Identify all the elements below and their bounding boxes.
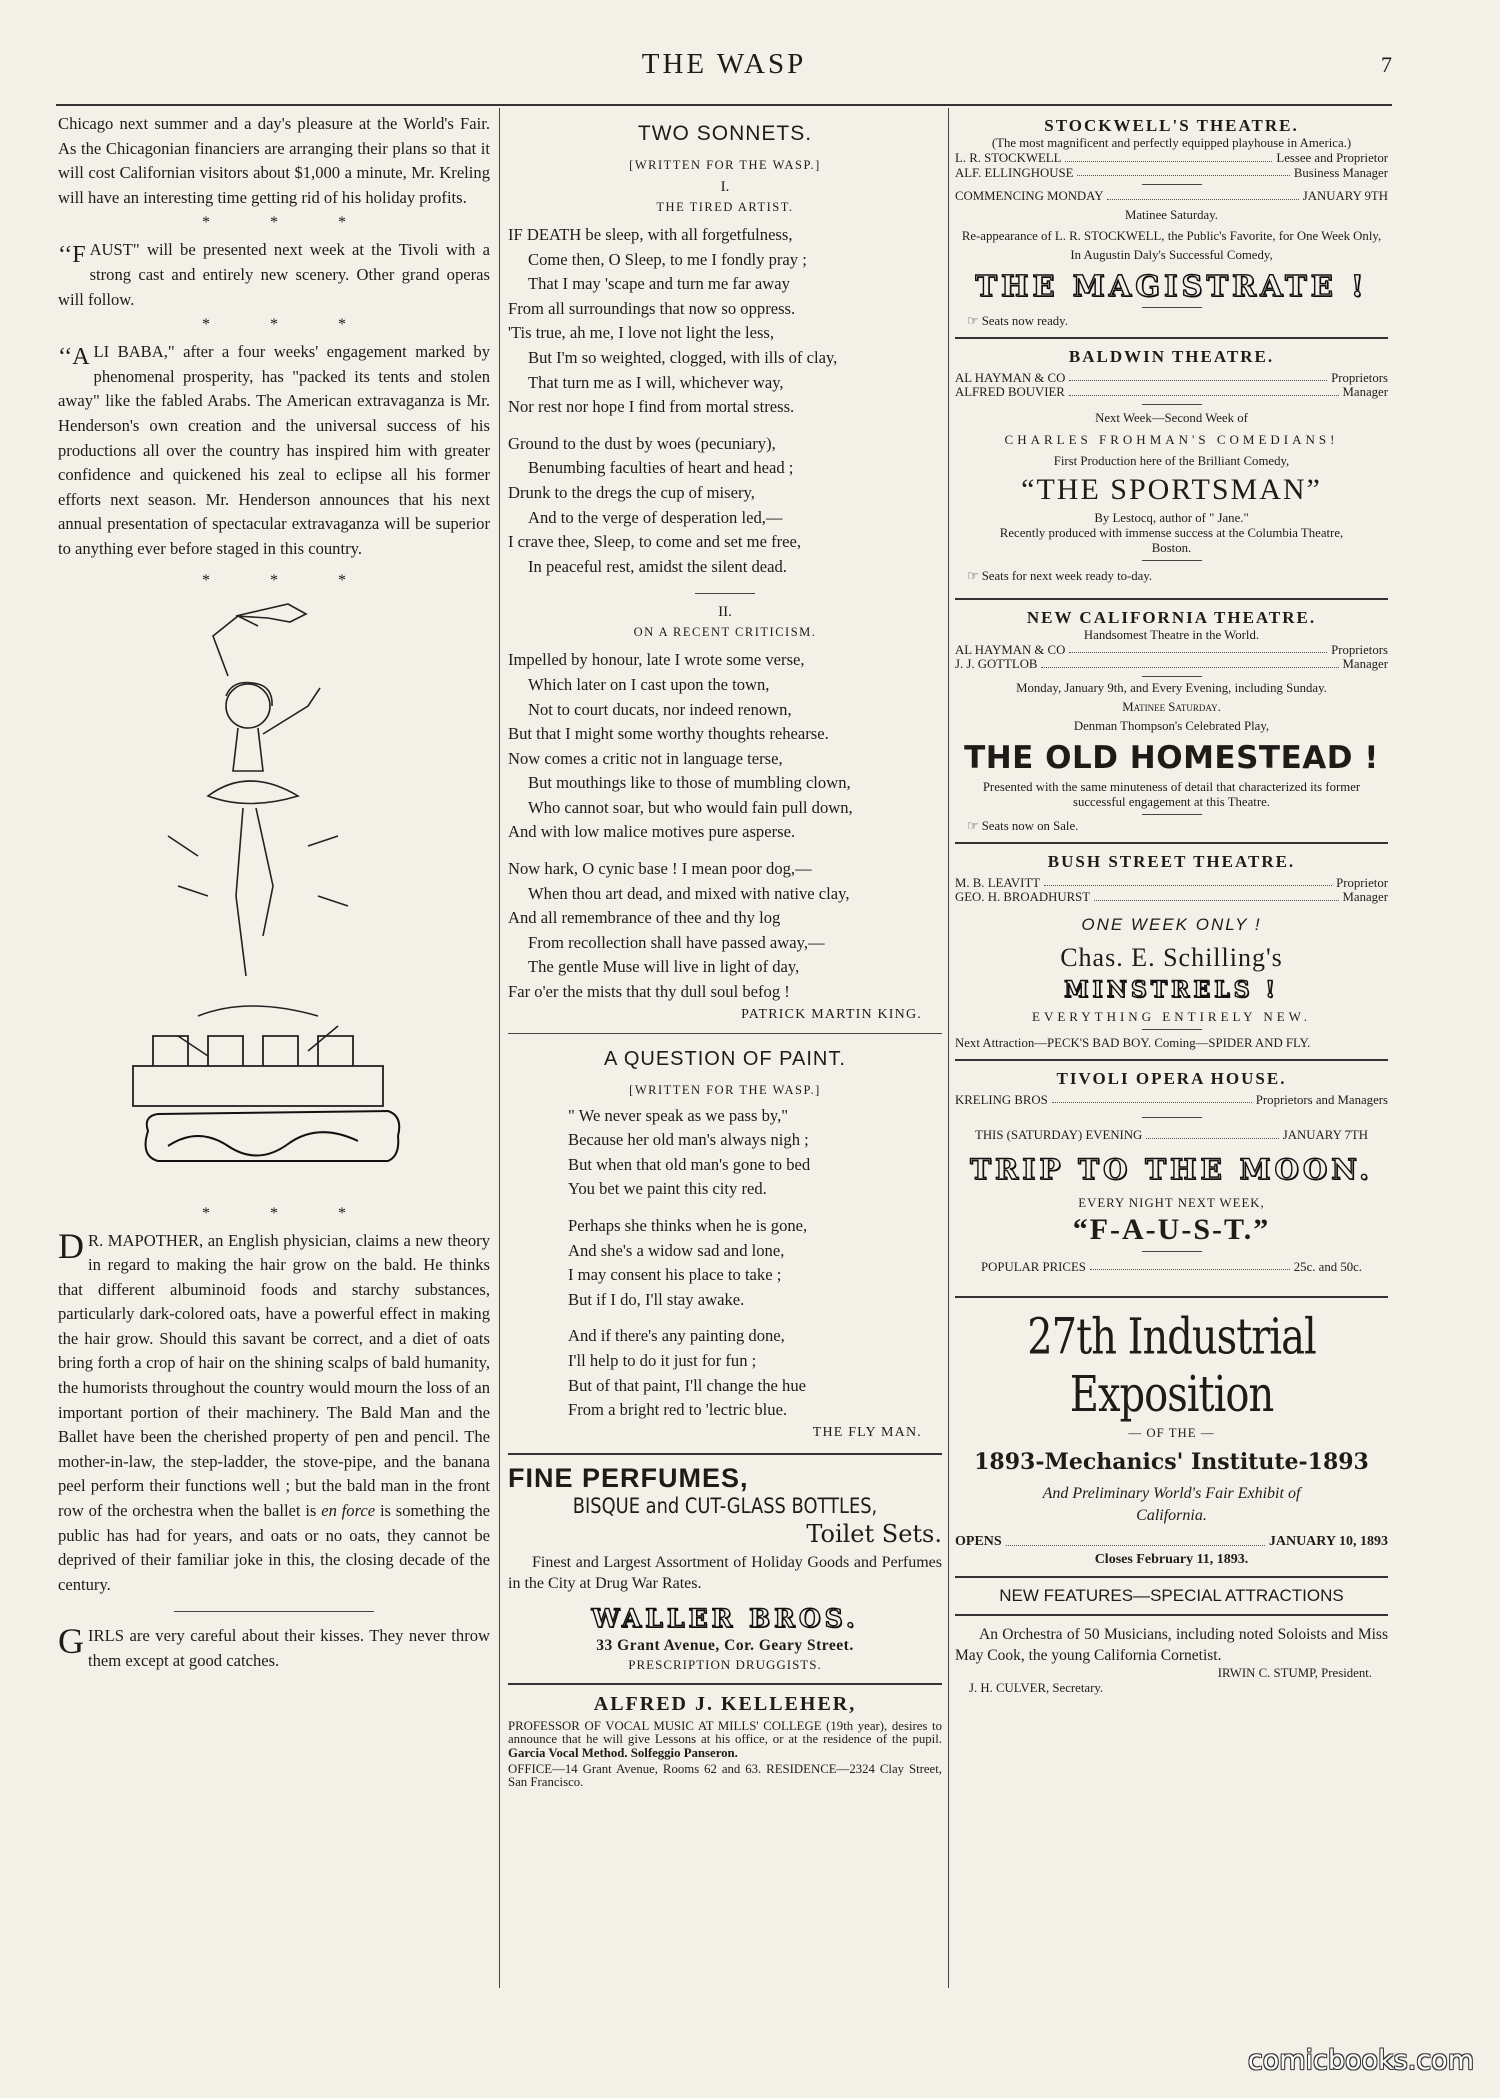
stockwell-seats — [967, 314, 1388, 329]
poem-line: I'll help to do it just for fun ; — [568, 1350, 757, 1370]
stockwell-comedy: In Augustin Daly's Successful Comedy, — [1070, 247, 1273, 262]
row-value: Manager — [1342, 657, 1388, 671]
poem-line: You bet we paint this city red. — [568, 1179, 767, 1199]
bush-show: MINSTRELS ! — [1064, 976, 1279, 1003]
baldwin-next: Next Week—Second Week of — [1095, 410, 1248, 425]
stockwell-reappearance: Re-appearance of L. R. STOCKWELL, the Public's Favorite, for One Week Only, — [961, 228, 1382, 243]
paragraph-ali-baba — [58, 340, 490, 561]
row-value: JANUARY 10, 1893 — [1268, 1534, 1388, 1549]
row-value: Proprietors — [1331, 370, 1388, 385]
paragraph-faust — [58, 238, 490, 312]
bush-name: Chas. E. Schilling's — [1060, 942, 1283, 972]
mini-rule — [1142, 676, 1202, 677]
mini-rule — [1142, 1117, 1202, 1118]
stockwell-seats-text: Seats now ready. — [981, 313, 1068, 328]
header-rule — [56, 104, 1392, 106]
paragraph-ali-baba-text: LI BABA," after a four weeks' engagement marked by phenomenal prosperity, has "packed its tents and stolen away" like the fabled Arabs. The American extravaganza is Mr. Henderson's own creation and the universal success of his productions all over the country has inspired him with greater confidence and quickened his zeal to eclipse all his former efforts next season. Mr. Henderson announces that his next annual presentation of spectacular extravaganza will be superior to anything ever before staged in this country. — [58, 342, 490, 558]
bush-everything: EVERYTHING ENTIRELY NEW. — [1032, 1008, 1311, 1024]
kelleher-ad-title: ALFRED J. KELLEHER, — [593, 1692, 857, 1715]
poem-line: In peaceful rest, amidst the silent dead. — [528, 556, 787, 576]
mini-rule — [1142, 1029, 1202, 1030]
sonnet-1-octave — [508, 223, 942, 420]
baldwin-first: First Production here of the Brilliant Comedy, — [1053, 453, 1290, 468]
section-rule — [174, 1611, 374, 1612]
poem-line: That turn me as I will, whichever way, — [528, 372, 784, 392]
newcal-seats-text: Seats now on Sale. — [981, 818, 1079, 833]
row-label: J. J. GOTTLOB — [955, 657, 1038, 671]
ad-rule — [955, 842, 1388, 844]
paragraph-mapother-text: R. MAPOTHER, an English physician, claims a new theory in regard to making the hair grow on the bald. He thinks that different albuminoid foods and starchy substances, particularly dark-colored oats, have a powerful effect in making the hair grow. Should this savant be correct, and a diet of oats bring forth a crop of hair on the shining scalps of bald humanity, the humorists throughout the country would mourn the loss of an important portion of their machinery. The Bald Man and the Ballet have been the cherished property of pen and pencil. The mother-in-law, the step-ladder, the stove-pipe, and the banana peel perform their functions well ; but the bald man in the front row of the orchestra when the ballet is — [58, 1230, 490, 1521]
ad-rule — [955, 1614, 1388, 1616]
poem-line: Come then, O Sleep, to me I fondly pray ; — [528, 249, 807, 269]
bush-week: ONE WEEK ONLY ! — [1081, 914, 1262, 934]
poem-line: Which later on I cast upon the town, — [528, 674, 770, 694]
column-right — [955, 112, 1388, 1696]
poem-line: From recollection shall have passed away,— — [528, 932, 825, 952]
poem-line: But if I do, I'll stay awake. — [568, 1289, 745, 1309]
sonnet-2-octave — [508, 648, 942, 845]
row-label: AL HAYMAN & CO — [955, 370, 1066, 385]
baldwin-seats — [967, 569, 1388, 584]
newcal-dates: Monday, January 9th, and Every Evening, including Sunday. — [1016, 680, 1327, 695]
ad-rule — [955, 1576, 1388, 1578]
newcal-row-proprietors — [955, 643, 1388, 658]
poem-line: Impelled by honour, late I wrote some verse, — [508, 650, 805, 670]
pointing-hand-icon: ☞ — [967, 818, 979, 833]
italic-phrase: en force — [321, 1501, 376, 1521]
row-value: Business Manager — [1293, 165, 1388, 180]
ad-rule — [955, 1296, 1388, 1298]
poem-line: And to the verge of desperation led,— — [528, 507, 783, 527]
drop-cap: ‘‘F — [58, 242, 86, 269]
newcal-title: NEW CALIFORNIA THEATRE. — [1026, 607, 1317, 627]
kelleher-ad-body — [508, 1720, 942, 1761]
poem-line: The gentle Muse will live in light of day, — [528, 957, 800, 977]
tivoli-title: TIVOLI OPERA HOUSE. — [1056, 1068, 1287, 1088]
star-separator: * * * — [202, 214, 374, 232]
row-label: POPULAR PRICES — [981, 1259, 1086, 1274]
ballerina-illustration — [58, 596, 490, 1196]
sonnet-2-number: II. — [718, 604, 732, 621]
baldwin-row-proprietors — [955, 371, 1388, 386]
paragraph-girls — [58, 1621, 490, 1673]
poem-line: I may consent his place to take ; — [568, 1265, 782, 1285]
poem-line: " We never speak as we pass by," — [568, 1105, 789, 1125]
star-separator: * * * — [202, 316, 374, 334]
paint-stanza-2 — [508, 1214, 942, 1312]
expo-features: NEW FEATURES—SPECIAL ATTRACTIONS — [999, 1585, 1344, 1605]
sonnet-rule — [695, 593, 755, 594]
row-value: Lessee and Proprietor — [1276, 151, 1388, 165]
poem-line: When thou art dead, and mixed with native clay, — [528, 883, 850, 903]
poem-line: Now comes a critic not in language terse, — [508, 748, 783, 768]
poem-line: Who cannot soar, but who would fain pull down, — [528, 797, 853, 817]
perfumes-ad-toilet-sets: Toilet Sets. — [806, 1519, 942, 1548]
perfumes-ad-tag: PRESCRIPTION DRUGGISTS. — [628, 1656, 822, 1672]
bush-row-proprietor — [955, 876, 1388, 891]
ad-rule — [955, 598, 1388, 600]
masthead: THE WASP — [641, 48, 807, 80]
perfumes-ad-address: 33 Grant Avenue, Cor. Geary Street. — [596, 1636, 854, 1654]
bush-row-manager — [955, 890, 1388, 905]
sonnet-1-sestet — [508, 432, 942, 580]
poem-line: But of that paint, I'll change the hue — [568, 1375, 807, 1395]
poem-line: Because her old man's always nigh ; — [568, 1130, 809, 1150]
ad-rule — [508, 1683, 942, 1685]
tivoli-row-prices — [955, 1260, 1388, 1275]
paragraph-faust-text: AUST" will be presented next week at the Tivoli with a strong cast and entirely new scenery. Other grand operas will follow. — [58, 240, 490, 309]
expo-prelim: And Preliminary World's Fair Exhibit of California. — [1042, 1485, 1301, 1524]
baldwin-author: By Lestocq, author of " Jane." — [1094, 510, 1249, 525]
row-label: COMMENCING MONDAY — [955, 189, 1104, 203]
poem-line: But that I might some worthy thoughts rehearse. — [508, 724, 829, 744]
paint-stanza-3 — [508, 1324, 942, 1422]
poem-line: Drunk to the dregs the cup of misery, — [508, 482, 755, 502]
stockwell-row-manager — [955, 166, 1388, 181]
poem-line: And all remembrance of thee and thy log — [508, 908, 781, 928]
poem-line: But I'm so weighted, clogged, with ills of clay, — [528, 347, 838, 367]
pointing-hand-icon: ☞ — [967, 568, 979, 583]
row-label: GEO. H. BROADHURST — [955, 890, 1091, 904]
column-divider-2 — [948, 108, 949, 1988]
newcal-detail: Presented with the same minuteness of detail that characterized its former successful engagement at this Theatre. — [982, 779, 1361, 809]
sonnets-title: TWO SONNETS. — [637, 122, 813, 145]
row-value: 25c. and 50c. — [1293, 1259, 1362, 1274]
drop-cap: D — [58, 1225, 84, 1266]
poem-line: Ground to the dust by woes (pecuniary), — [508, 433, 776, 453]
sonnet-2-title: ON A RECENT CRITICISM. — [633, 625, 817, 640]
ad-rule — [508, 1453, 942, 1455]
column-divider-1 — [499, 108, 500, 1988]
stockwell-play: THE MAGISTRATE ! — [975, 268, 1368, 303]
stockwell-tagline: (The most magnificent and perfectly equipped playhouse in America.) — [991, 136, 1352, 150]
mini-rule — [1142, 1251, 1202, 1252]
poem-line: Not to court ducats, nor indeed renown, — [528, 699, 792, 719]
poem-line: Benumbing faculties of heart and head ; — [528, 458, 794, 478]
page-number: 7 — [1381, 52, 1392, 77]
sonnet-2-sestet — [508, 857, 942, 1005]
column-middle — [508, 112, 942, 1790]
stockwell-row-lessee — [955, 151, 1388, 166]
stockwell-matinee: Matinee Saturday. — [1125, 207, 1218, 222]
ad-rule — [955, 337, 1388, 339]
poem-line: But mouthings like to those of mumbling clown, — [528, 773, 851, 793]
star-separator: * * * — [202, 1204, 374, 1222]
newcal-presents: Denman Thompson's Celebrated Play, — [1073, 718, 1270, 733]
row-label: L. R. STOCKWELL — [955, 151, 1062, 165]
tivoli-every: EVERY NIGHT NEXT WEEK, — [1078, 1195, 1265, 1210]
expo-row-opens — [955, 1535, 1388, 1550]
poem-line: 'Tis true, ah me, I love not light the less, — [508, 323, 775, 343]
paint-stanza-1 — [508, 1104, 942, 1202]
page-header — [56, 48, 1392, 88]
expo-orchestra: An Orchestra of 50 Musicians, including noted Soloists and Miss May Cook, the young California Cornetist. — [955, 1625, 1388, 1664]
mini-rule — [1142, 560, 1202, 561]
kelleher-ad-text: PROFESSOR OF VOCAL MUSIC AT MILLS' COLLEGE (19th year), desires to announce that he will give Lessons at his office, or at the residence of the pupil. — [508, 1718, 942, 1747]
perfumes-ad-body: Finest and Largest Assortment of Holiday Goods and Perfumes in the City at Drug War Rates. — [508, 1553, 942, 1592]
poem-line: Nor rest nor hope I find from mortal stress. — [508, 397, 795, 417]
expo-secretary: J. H. CULVER, Secretary. — [969, 1680, 1104, 1695]
poem-line: Far o'er the mists that thy dull soul befog ! — [508, 982, 790, 1002]
poem-line: And if there's any painting done, — [568, 1326, 785, 1346]
poem-line: IF DEATH be sleep, with all forgetfulness, — [508, 225, 793, 244]
poem-line: And with low malice motives pure asperse. — [508, 822, 796, 842]
sonnet-1-number: I. — [720, 179, 730, 195]
perfumes-ad-subtitle: BISQUE and CUT-GLASS BOTTLES, — [572, 1493, 878, 1518]
row-label: ALF. ELLINGHOUSE — [955, 165, 1074, 180]
stockwell-title: STOCKWELL'S THEATRE. — [1044, 116, 1299, 135]
row-label: THIS (SATURDAY) EVENING — [975, 1128, 1143, 1142]
watermark: comicbooks.com — [1247, 2045, 1474, 2076]
row-label: OPENS — [955, 1534, 1002, 1549]
row-label: M. B. LEAVITT — [955, 875, 1041, 890]
perfumes-ad-brand: WALLER BROS. — [591, 1603, 859, 1633]
poem-line: But when that old man's gone to bed — [568, 1154, 811, 1174]
baldwin-title: BALDWIN THEATRE. — [1068, 346, 1275, 366]
sonnet-1-title: THE TIRED ARTIST. — [656, 200, 794, 214]
newcal-seats — [967, 819, 1388, 834]
poem-line: From a bright red to 'lectric blue. — [568, 1400, 788, 1420]
tivoli-play: TRIP TO THE MOON. — [970, 1152, 1373, 1186]
row-value: Manager — [1342, 890, 1388, 904]
poem-line: And she's a widow sad and lone, — [568, 1240, 785, 1260]
row-value: Proprietors — [1331, 642, 1388, 657]
stockwell-row-commencing — [955, 189, 1388, 204]
paint-signature: THE FLY MAN. — [812, 1424, 922, 1440]
row-value: Proprietor — [1336, 875, 1388, 890]
baldwin-recent: Recently produced with immense success at the Columbia Theatre, Boston. — [999, 525, 1344, 555]
paragraph-mapother-end: is something the public has had for years, and oats or no oats, they cannot be deprived of their familiar joke in this, the closing decade of the century. — [58, 1501, 490, 1594]
mini-rule — [1142, 814, 1202, 815]
perfumes-ad-title: FINE PERFUMES, — [508, 1462, 749, 1493]
row-label: AL HAYMAN & CO — [955, 642, 1066, 657]
baldwin-seats-text: Seats for next week ready to-day. — [981, 568, 1153, 583]
poem-line: From all surroundings that now so oppress. — [508, 298, 796, 318]
kelleher-ad-method: Garcia Vocal Method. Solfeggio Panseron. — [508, 1745, 738, 1760]
mini-rule — [1142, 404, 1202, 405]
sonnets-byline: [WRITTEN FOR THE WASP.] — [629, 158, 821, 172]
star-separator: * * * — [202, 571, 374, 589]
paragraph-mapother — [58, 1225, 490, 1598]
expo-title: 27th Industrial Exposition — [1027, 1308, 1316, 1424]
poem-line: Now hark, O cynic base ! I mean poor dog,— — [508, 859, 812, 879]
kelleher-ad-office: OFFICE—14 Grant Avenue, Rooms 62 and 63. RESIDENCE—2324 Clay Street, San Francisco. — [508, 1761, 942, 1790]
poem-line: That I may 'scape and turn me far away — [528, 274, 790, 294]
sonnets-signature: PATRICK MARTIN KING. — [741, 1006, 922, 1022]
tivoli-faust: “F-A-U-S-T.” — [1072, 1212, 1271, 1246]
expo-closes: Closes February 11, 1893. — [1094, 1551, 1249, 1567]
poem-line: Perhaps she thinks when he is gone, — [568, 1216, 808, 1235]
row-label: ALFRED BOUVIER — [955, 385, 1065, 399]
baldwin-company: CHARLES FROHMAN'S COMEDIANS! — [1004, 431, 1339, 447]
expo-of-the: — OF THE — — [1128, 1426, 1215, 1440]
paragraph-girls-text: IRLS are very careful about their kisses. They never throw them except at good catches. — [88, 1626, 490, 1670]
baldwin-row-manager — [955, 385, 1388, 400]
drop-cap: ‘‘A — [58, 344, 90, 371]
paint-title: A QUESTION OF PAINT. — [604, 1047, 846, 1070]
newcal-tagline: Handsomest Theatre in the World. — [1083, 627, 1260, 642]
drop-cap: G — [58, 1621, 84, 1662]
poem-line: I crave thee, Sleep, to come and set me free, — [508, 532, 802, 552]
row-value: JANUARY 7TH — [1282, 1128, 1368, 1142]
paint-byline: [WRITTEN FOR THE WASP.] — [629, 1082, 821, 1097]
expo-president: IRWIN C. STUMP, President. — [1217, 1665, 1372, 1680]
ad-rule — [955, 1059, 1388, 1061]
newcal-row-manager — [955, 657, 1388, 672]
newcal-play: THE OLD HOMESTEAD ! — [964, 739, 1379, 776]
mini-rule — [1142, 307, 1202, 308]
tivoli-row-managers — [955, 1093, 1388, 1108]
section-rule — [508, 1033, 942, 1034]
row-label: KRELING BROS — [955, 1092, 1048, 1107]
newcal-matinee: Matinee Saturday. — [1122, 699, 1221, 714]
bush-title: BUSH STREET THEATRE. — [1047, 851, 1296, 871]
column-left — [58, 112, 490, 1674]
paragraph-chicago: Chicago next summer and a day's pleasure at the World's Fair. As the Chicagonian financiers are arranging their plans so that it will cost Californian visitors about $1,000 a minute, Mr. Kreling will have an interesting time getting rid of his holiday profits. — [58, 114, 490, 207]
row-value: Manager — [1342, 385, 1388, 399]
pointing-hand-icon: ☞ — [967, 313, 979, 328]
mini-rule — [1142, 184, 1202, 185]
row-value: JANUARY 9TH — [1302, 189, 1388, 203]
baldwin-play: “THE SPORTSMAN” — [1021, 472, 1322, 506]
bush-next: Next Attraction—PECK'S BAD BOY. Coming—SPIDER AND FLY. — [955, 1035, 1311, 1050]
expo-institute: 1893-Mechanics' Institute-1893 — [974, 1449, 1369, 1475]
tivoli-row-evening — [955, 1128, 1388, 1143]
row-value: Proprietors and Managers — [1255, 1092, 1388, 1107]
